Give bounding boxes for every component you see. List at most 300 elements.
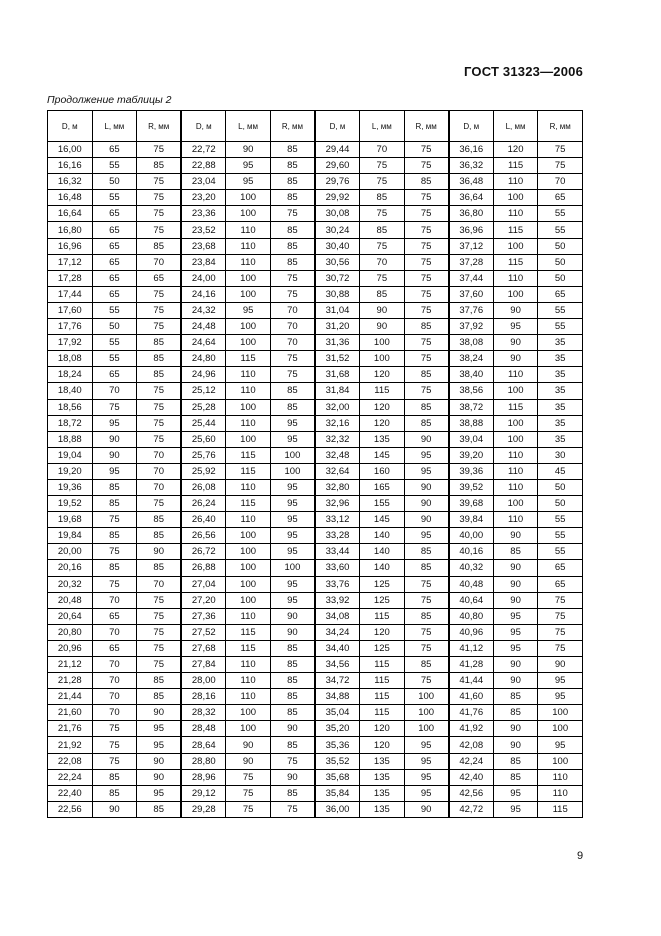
table-cell: 32,16 [315,415,360,431]
table-cell: 85 [137,801,182,817]
table-cell: 95 [270,512,315,528]
table-cell: 140 [360,544,405,560]
table-cell: 75 [137,142,182,158]
table-cell: 115 [360,689,405,705]
table-cell: 110 [493,512,538,528]
table-cell: 37,12 [449,238,494,254]
table-cell: 28,96 [181,769,226,785]
table-cell: 70 [538,174,583,190]
table-cell: 85 [137,560,182,576]
table-cell: 90 [137,769,182,785]
table-cell: 85 [493,705,538,721]
table-cell: 85 [92,496,137,512]
table-cell: 34,72 [315,673,360,689]
table-cell: 25,12 [181,383,226,399]
table-cell: 110 [538,769,583,785]
table-cell: 36,00 [315,801,360,817]
table-cell: 75 [404,576,449,592]
table-cell: 75 [270,801,315,817]
table-cell: 85 [137,367,182,383]
table-cell: 75 [404,222,449,238]
table-cell: 70 [360,142,405,158]
table-cell: 90 [270,624,315,640]
table-cell: 35,04 [315,705,360,721]
table-cell: 95 [538,673,583,689]
table-cell: 40,00 [449,528,494,544]
table-row [48,286,583,302]
table-row [48,608,583,624]
table-cell: 31,20 [315,319,360,335]
table-cell: 125 [360,640,405,656]
table-cell: 75 [137,190,182,206]
table-cell: 31,84 [315,383,360,399]
table-cell: 16,64 [48,206,93,222]
table-cell: 85 [92,479,137,495]
table-cell: 75 [137,431,182,447]
table-cell: 70 [137,447,182,463]
table-cell: 115 [226,463,271,479]
table-row [48,785,583,801]
table-cell: 37,92 [449,319,494,335]
table-cell: 95 [404,463,449,479]
table-cell: 90 [493,576,538,592]
table-cell: 110 [226,657,271,673]
table-cell: 90 [270,721,315,737]
column-header: D, м [48,111,93,142]
table-cell: 95 [270,431,315,447]
table-cell: 155 [360,496,405,512]
table-cell: 115 [360,657,405,673]
table-cell: 110 [493,270,538,286]
table-cell: 21,12 [48,657,93,673]
table-cell: 95 [92,463,137,479]
table-cell: 20,80 [48,624,93,640]
table-cell: 25,76 [181,447,226,463]
table-cell: 100 [226,286,271,302]
table-row [48,270,583,286]
table-cell: 55 [538,319,583,335]
table-cell: 100 [493,286,538,302]
table-cell: 95 [404,753,449,769]
table-cell: 100 [226,528,271,544]
table-cell: 100 [404,705,449,721]
table-cell: 30,24 [315,222,360,238]
table-cell: 75 [137,657,182,673]
table-cell: 19,36 [48,479,93,495]
table-cell: 90 [404,479,449,495]
table-cell: 65 [92,270,137,286]
table-cell: 110 [538,785,583,801]
table-cell: 95 [493,608,538,624]
table-row [48,657,583,673]
table-cell: 125 [360,576,405,592]
table-cell: 85 [404,544,449,560]
table-cell: 25,44 [181,415,226,431]
column-header: D, м [181,111,226,142]
table-cell: 70 [270,302,315,318]
table-cell: 33,28 [315,528,360,544]
table-cell: 95 [538,689,583,705]
table-cell: 55 [92,190,137,206]
table-cell: 85 [137,158,182,174]
table-cell: 75 [270,206,315,222]
table-row [48,544,583,560]
table-cell: 135 [360,785,405,801]
table-cell: 140 [360,560,405,576]
table-cell: 115 [226,624,271,640]
table-cell: 23,52 [181,222,226,238]
table-cell: 100 [493,496,538,512]
table-cell: 28,64 [181,737,226,753]
table-cell: 75 [538,592,583,608]
table-row [48,769,583,785]
table-cell: 110 [226,689,271,705]
table-row [48,431,583,447]
table-cell: 75 [92,737,137,753]
table-cell: 65 [92,640,137,656]
table-cell: 90 [493,657,538,673]
table-cell: 18,56 [48,399,93,415]
table-cell: 34,24 [315,624,360,640]
table-cell: 17,60 [48,302,93,318]
table-cell: 38,56 [449,383,494,399]
table-cell: 75 [538,624,583,640]
table-row [48,592,583,608]
table-cell: 75 [137,383,182,399]
table-cell: 120 [360,721,405,737]
table-cell: 85 [137,528,182,544]
table-cell: 115 [360,608,405,624]
table-cell: 27,68 [181,640,226,656]
table-cell: 55 [92,335,137,351]
table-cell: 100 [270,447,315,463]
table-cell: 75 [137,302,182,318]
table-row [48,721,583,737]
column-header: L, мм [92,111,137,142]
table-cell: 21,28 [48,673,93,689]
table-cell: 75 [404,238,449,254]
standard-header: ГОСТ 31323—2006 [464,64,583,79]
table-cell: 135 [360,753,405,769]
table-cell: 115 [493,158,538,174]
table-cell: 100 [226,721,271,737]
table-cell: 39,84 [449,512,494,528]
table-cell: 90 [226,142,271,158]
table-cell: 110 [226,254,271,270]
table-cell: 75 [360,206,405,222]
table-cell: 160 [360,463,405,479]
table-cell: 90 [493,351,538,367]
table-cell: 85 [404,174,449,190]
table-cell: 115 [493,254,538,270]
table-cell: 75 [404,624,449,640]
table-cell: 29,60 [315,158,360,174]
table-cell: 39,04 [449,431,494,447]
table-cell: 42,24 [449,753,494,769]
table-cell: 100 [226,399,271,415]
table-cell: 75 [404,302,449,318]
table-cell: 110 [226,608,271,624]
table-cell: 65 [92,142,137,158]
table-cell: 50 [538,270,583,286]
table-cell: 19,20 [48,463,93,479]
table-cell: 100 [270,560,315,576]
table-cell: 95 [92,415,137,431]
table-cell: 75 [404,640,449,656]
table-cell: 115 [360,383,405,399]
table-cell: 22,56 [48,801,93,817]
table-cell: 26,08 [181,479,226,495]
table-cell: 75 [137,608,182,624]
table-cell: 135 [360,801,405,817]
table-cell: 31,68 [315,367,360,383]
table-cell: 23,36 [181,206,226,222]
table-cell: 65 [92,222,137,238]
table-cell: 16,16 [48,158,93,174]
table-cell: 95 [137,721,182,737]
column-header: R, мм [538,111,583,142]
table-cell: 41,92 [449,721,494,737]
table-cell: 75 [92,512,137,528]
table-cell: 75 [137,222,182,238]
table-cell: 85 [404,608,449,624]
table-cell: 18,88 [48,431,93,447]
table-cell: 22,40 [48,785,93,801]
table-cell: 110 [226,383,271,399]
table-cell: 65 [92,238,137,254]
table-cell: 55 [538,206,583,222]
table-cell: 42,72 [449,801,494,817]
table-row [48,158,583,174]
table-row [48,302,583,318]
table-cell: 110 [226,673,271,689]
table-cell: 26,72 [181,544,226,560]
table-cell: 75 [360,174,405,190]
table-cell: 38,72 [449,399,494,415]
table-cell: 30 [538,447,583,463]
table-cell: 70 [270,335,315,351]
table-cell: 23,68 [181,238,226,254]
table-cell: 100 [226,544,271,560]
table-cell: 23,84 [181,254,226,270]
table-cell: 35 [538,383,583,399]
table-cell: 85 [493,689,538,705]
table-cell: 135 [360,769,405,785]
table-caption: Продолжение таблицы 2 [47,94,172,106]
table-cell: 42,56 [449,785,494,801]
table-cell: 65 [92,206,137,222]
column-header: R, мм [270,111,315,142]
table-cell: 90 [137,544,182,560]
table-cell: 17,44 [48,286,93,302]
table-cell: 120 [360,367,405,383]
table-cell: 17,76 [48,319,93,335]
table-cell: 38,40 [449,367,494,383]
column-header: L, мм [493,111,538,142]
table-cell: 75 [92,576,137,592]
table-row [48,560,583,576]
table-cell: 21,92 [48,737,93,753]
table-row [48,737,583,753]
table-cell: 24,64 [181,335,226,351]
table-cell: 110 [226,222,271,238]
table-cell: 85 [360,286,405,302]
table-cell: 34,88 [315,689,360,705]
table-cell: 115 [226,351,271,367]
table-cell: 17,12 [48,254,93,270]
table-cell: 95 [270,576,315,592]
table-cell: 41,12 [449,640,494,656]
table-cell: 18,72 [48,415,93,431]
table-cell: 95 [404,785,449,801]
table-row [48,190,583,206]
table-cell: 37,60 [449,286,494,302]
table-cell: 100 [493,431,538,447]
table-cell: 39,52 [449,479,494,495]
table-cell: 95 [270,479,315,495]
table-row [48,705,583,721]
table-cell: 70 [92,592,137,608]
table-cell: 55 [92,158,137,174]
table-cell: 90 [92,447,137,463]
table-cell: 39,20 [449,447,494,463]
table-cell: 40,96 [449,624,494,640]
table-cell: 35 [538,335,583,351]
table-cell: 90 [493,673,538,689]
table-cell: 30,72 [315,270,360,286]
table-cell: 85 [137,689,182,705]
table-cell: 42,08 [449,737,494,753]
table-cell: 31,36 [315,335,360,351]
table-cell: 36,64 [449,190,494,206]
table-cell: 41,28 [449,657,494,673]
table-cell: 140 [360,528,405,544]
table-cell: 21,76 [48,721,93,737]
table-cell: 85 [404,399,449,415]
table-cell: 20,64 [48,608,93,624]
table-cell: 120 [360,624,405,640]
table-cell: 90 [404,512,449,528]
table-cell: 16,80 [48,222,93,238]
table-cell: 25,92 [181,463,226,479]
table-cell: 85 [493,544,538,560]
table-cell: 24,80 [181,351,226,367]
table-cell: 75 [137,174,182,190]
table-cell: 95 [270,496,315,512]
table-cell: 75 [137,415,182,431]
table-cell: 55 [92,351,137,367]
data-table [47,110,583,818]
table-cell: 85 [270,785,315,801]
table-cell: 110 [493,447,538,463]
table-cell: 75 [360,238,405,254]
table-cell: 125 [360,592,405,608]
table-cell: 100 [493,238,538,254]
table-cell: 100 [226,705,271,721]
table-cell: 70 [137,576,182,592]
table-cell: 165 [360,479,405,495]
table-cell: 35 [538,415,583,431]
table-cell: 95 [137,737,182,753]
table-row [48,174,583,190]
table-row [48,463,583,479]
table-cell: 34,08 [315,608,360,624]
table-cell: 95 [493,319,538,335]
table-cell: 85 [360,222,405,238]
table-cell: 33,44 [315,544,360,560]
table-cell: 75 [404,190,449,206]
table-cell: 85 [137,351,182,367]
table-cell: 90 [360,319,405,335]
table-cell: 24,16 [181,286,226,302]
table-cell: 37,76 [449,302,494,318]
table-cell: 70 [92,689,137,705]
table-cell: 38,24 [449,351,494,367]
table-cell: 90 [270,769,315,785]
table-cell: 41,44 [449,673,494,689]
table-row [48,222,583,238]
column-header: L, мм [360,111,405,142]
table-cell: 24,32 [181,302,226,318]
table-cell: 70 [92,624,137,640]
table-cell: 75 [404,142,449,158]
table-cell: 22,88 [181,158,226,174]
table-cell: 110 [493,206,538,222]
table-cell: 120 [360,399,405,415]
table-cell: 95 [137,785,182,801]
table-cell: 33,12 [315,512,360,528]
table-cell: 110 [493,367,538,383]
table-cell: 100 [404,689,449,705]
table-cell: 65 [92,367,137,383]
table-cell: 36,96 [449,222,494,238]
table-row [48,673,583,689]
table-cell: 17,92 [48,335,93,351]
table-cell: 50 [538,254,583,270]
table-cell: 90 [92,801,137,817]
table-cell: 135 [360,431,405,447]
table-cell: 90 [360,302,405,318]
table-cell: 75 [137,640,182,656]
table-cell: 145 [360,512,405,528]
table-cell: 16,48 [48,190,93,206]
table-cell: 90 [493,721,538,737]
table-cell: 100 [226,319,271,335]
table-cell: 42,40 [449,769,494,785]
table-cell: 40,48 [449,576,494,592]
table-cell: 85 [404,415,449,431]
table-cell: 35 [538,399,583,415]
table-cell: 100 [538,753,583,769]
table-cell: 100 [226,592,271,608]
table-cell: 120 [360,737,405,753]
table-cell: 85 [270,254,315,270]
table-cell: 115 [226,447,271,463]
table-cell: 75 [137,496,182,512]
table-cell: 29,76 [315,174,360,190]
table-cell: 85 [270,657,315,673]
table-row [48,319,583,335]
table-cell: 100 [538,721,583,737]
table-cell: 55 [538,544,583,560]
table-cell: 27,84 [181,657,226,673]
table-cell: 115 [226,640,271,656]
table-cell: 110 [493,174,538,190]
table-cell: 90 [493,592,538,608]
table-cell: 65 [137,270,182,286]
table-cell: 85 [270,673,315,689]
table-cell: 85 [270,399,315,415]
